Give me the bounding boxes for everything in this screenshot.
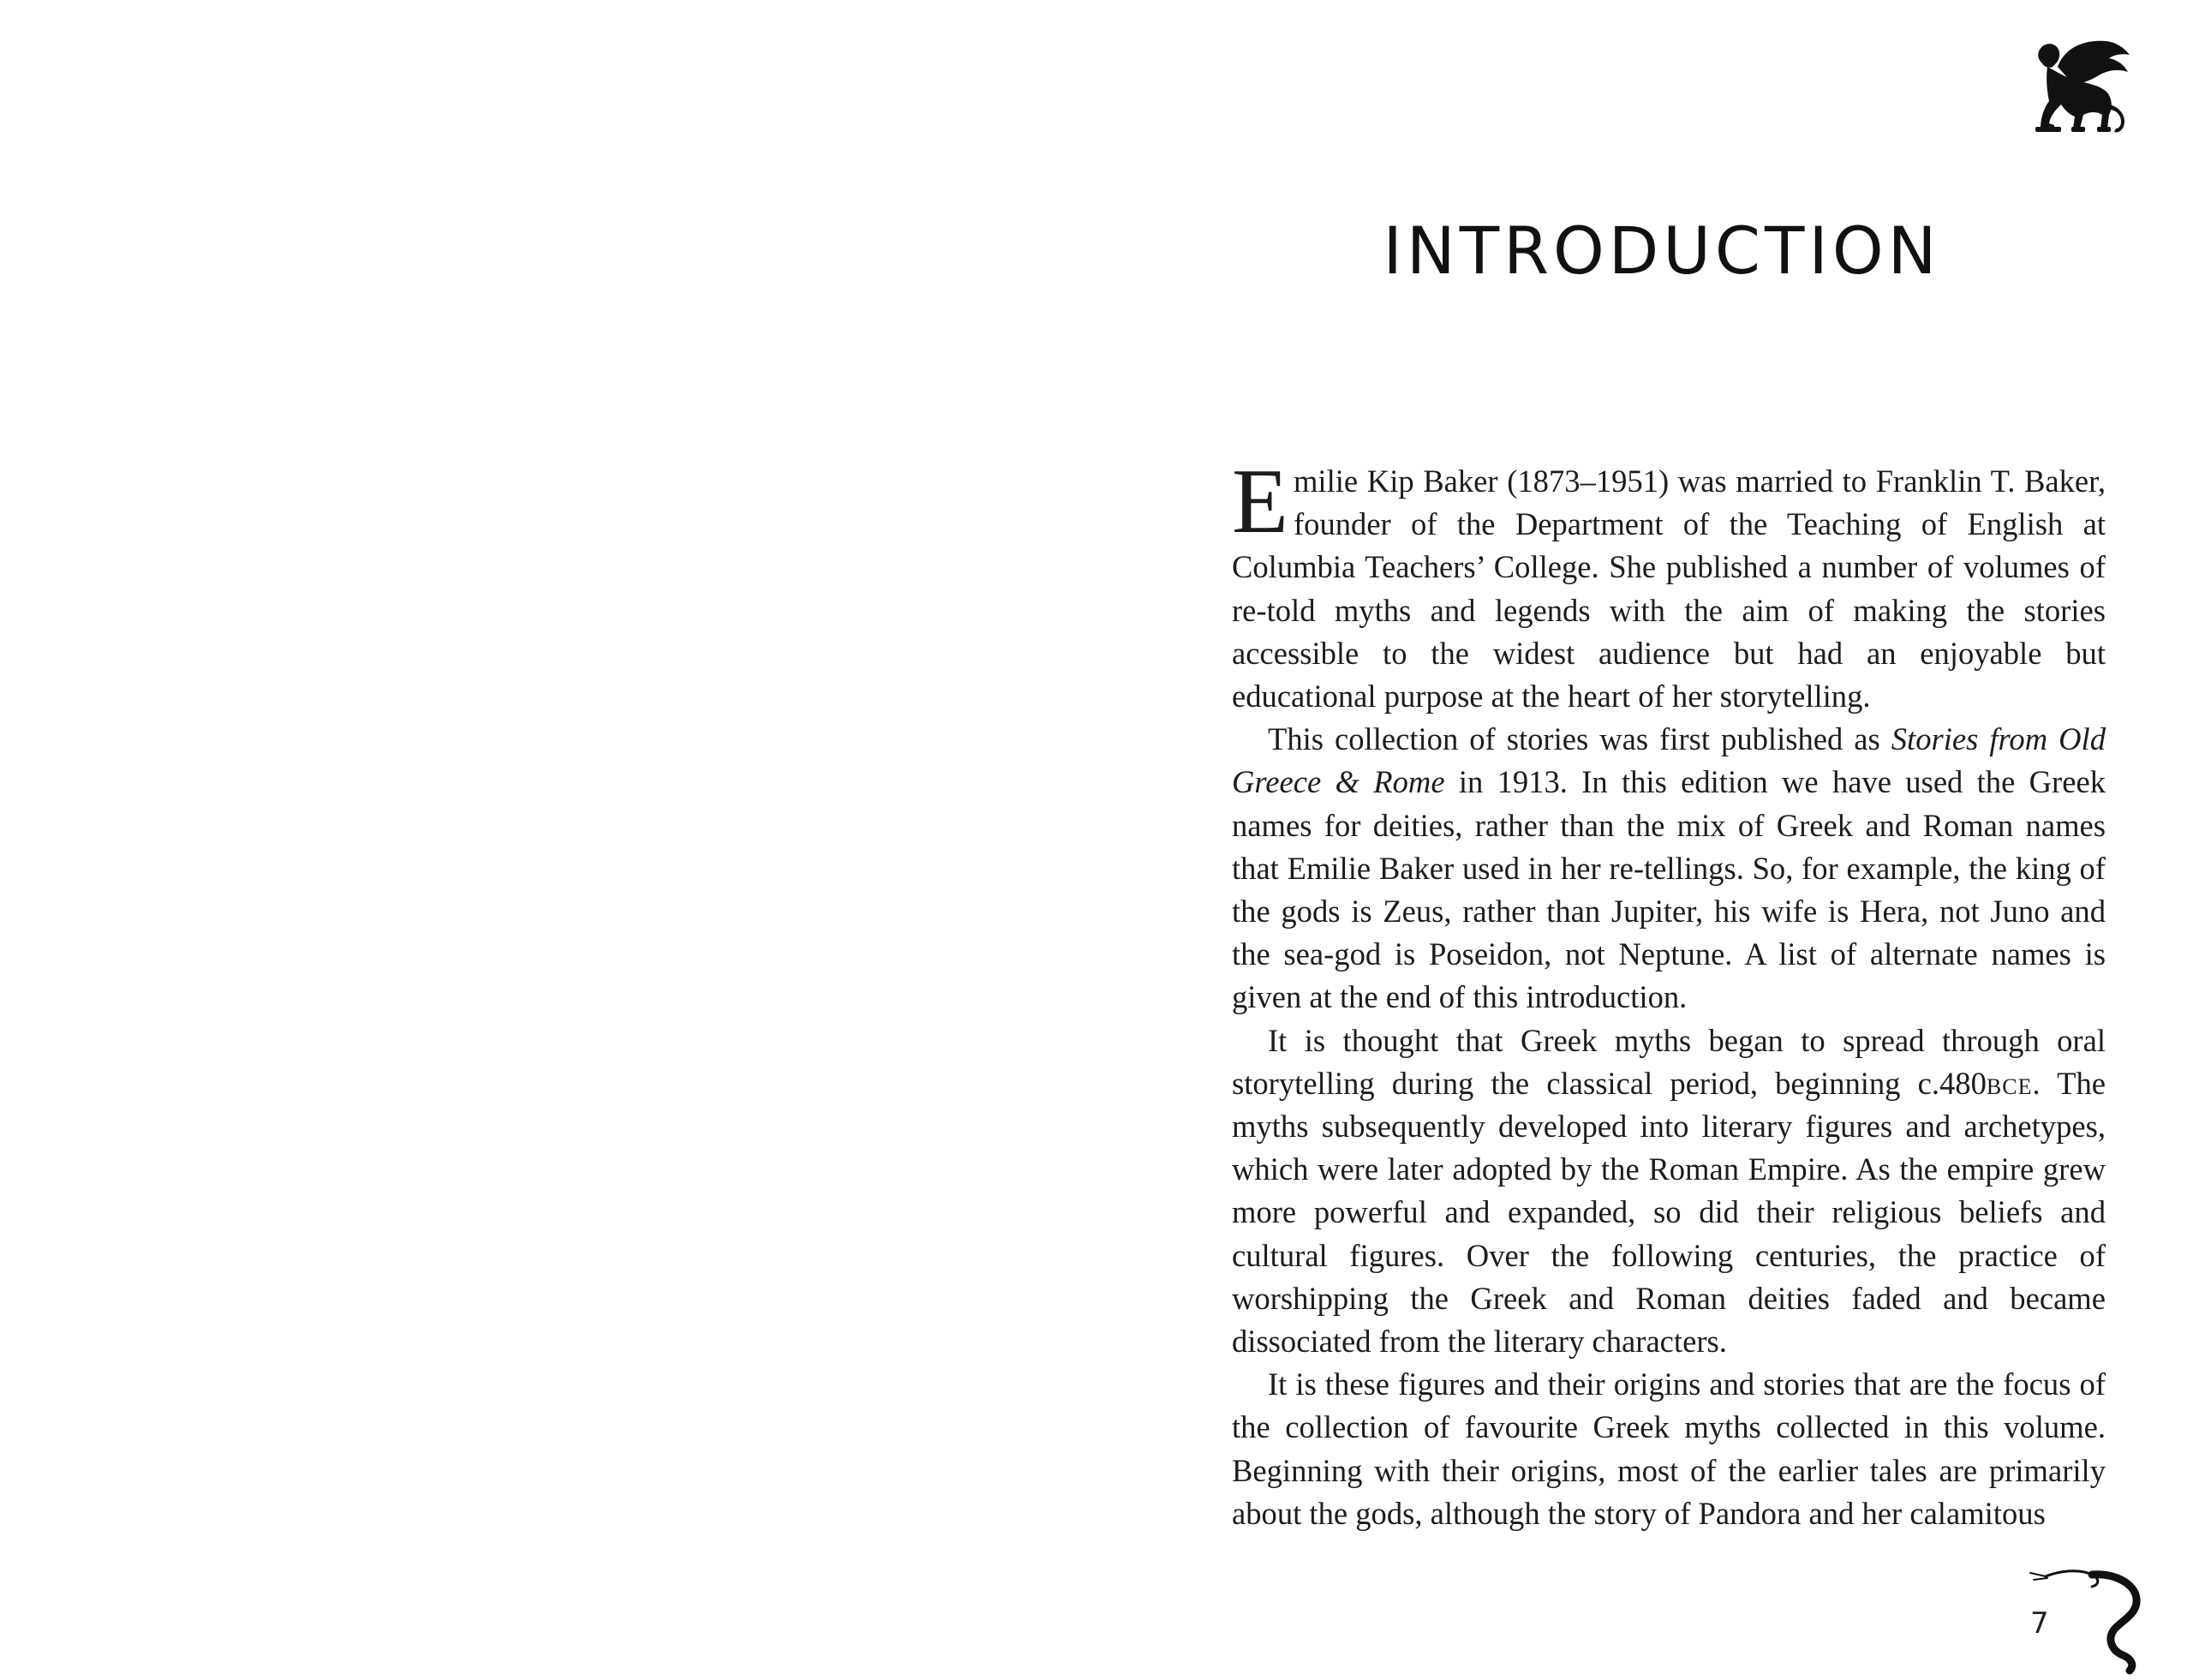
paragraph-1-text: milie Kip Baker (1873–1951) was married to Franklin T. Baker, founder of the Department of the Teaching of English at Columbia Teachers’ College. She published a number of volumes of re-told myths and legends with the aim of making the stories accessible to the widest audience but had an enjoyable but educational purpose at the heart of her storytelling. xyxy=(1232,463,2106,714)
paragraph-1 xyxy=(1232,451,2106,718)
book-title-italic: Stories from Old Greece & Rome xyxy=(1232,721,2106,800)
paragraph-4 xyxy=(1232,1363,2106,1535)
paragraph-2-text-after: in 1913. In this edition we have used the Greek names for deities, rather than the mix of Greek and Roman names that Emilie Baker used in her re-tellings. So, for example, the king of the gods is Zeus, rather than Jupiter, his wife is Hera, not Juno and the sea-god is Poseidon, not Neptune. A list of alternate names is given at the end of this introduction. xyxy=(1232,764,2106,1015)
paragraph-4-text: It is these figures and their origins and stories that are the focus of the collection of favourite Greek myths collected in this volume. Beginning with their origins, most of the earlier tales are primarily about the gods, although the story of Pandora and her calamitous xyxy=(1232,1366,2106,1531)
paragraph-3-text-before: It is thought that Greek myths began to spread through oral storytelling during the classical period, beginning c.480 xyxy=(1232,1022,2106,1101)
drop-cap: E xyxy=(1232,451,1288,553)
left-page-blank xyxy=(0,0,1096,1680)
chapter-title: INTRODUCTION xyxy=(1383,212,1941,289)
era-abbreviation: bce xyxy=(1986,1065,2033,1101)
paragraph-2 xyxy=(1232,718,2106,1019)
page-number: 7 xyxy=(2030,1606,2049,1641)
body-text xyxy=(1232,451,2106,1535)
paragraph-3 xyxy=(1232,1019,2106,1364)
sphinx-icon xyxy=(2005,33,2142,144)
paragraph-3-text-after: . The myths subsequently developed into literary figures and archetypes, which were later adopted by the Roman Empire. As the empire grew more powerful and expanded, so did their religious beliefs and cultural figures. Over the following centuries, the practice of worshipping the Greek and Roman deities faded and became dissociated from the literary characters. xyxy=(1232,1065,2106,1360)
paragraph-2-text-before: This collection of stories was first published as xyxy=(1268,721,1891,757)
